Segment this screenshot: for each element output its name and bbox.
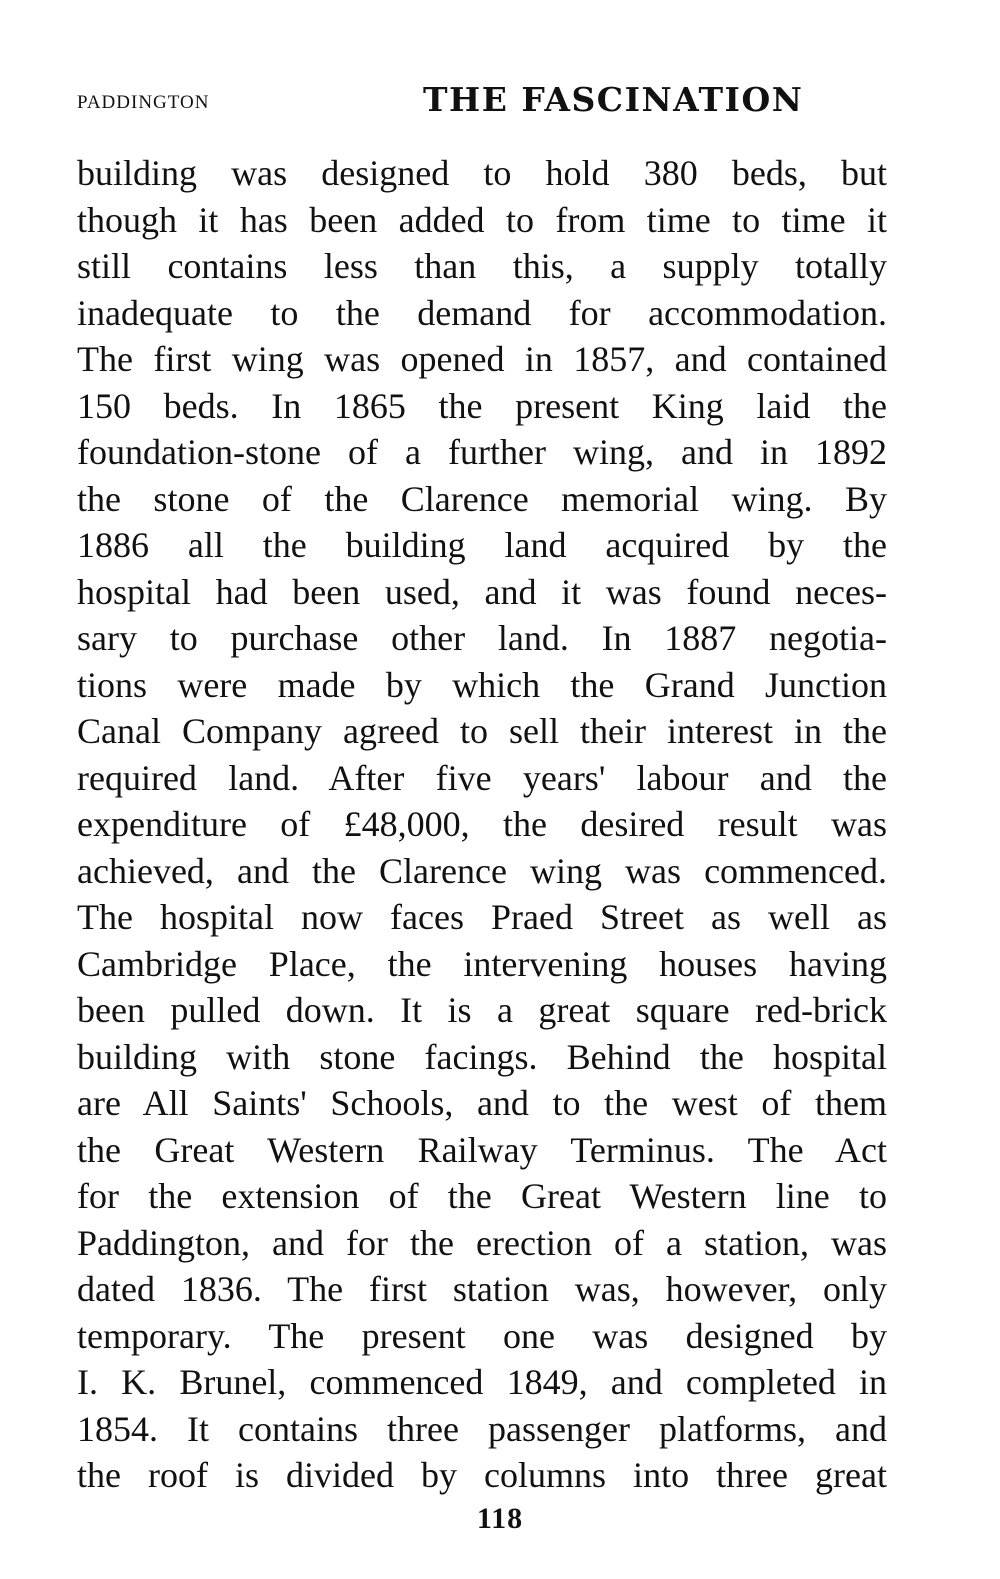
text-line: 1886 all the building land acquired by the [77,525,887,565]
text-line: achieved, and the Clarence wing was commenced. [77,850,887,891]
text-line: hospital had been used, and it was found neces- [77,571,887,612]
text-line: tions were made by which the Grand Junction [77,664,887,705]
text-line: though it has been added to from time to time it [77,199,887,240]
text-line: temporary. The present one was designed by [77,1315,887,1356]
text-line: are All Saints' Schools, and to the west of them [77,1083,887,1123]
text-line: required land. After five years' labour and the [77,757,887,798]
text-line: Cambridge Place, the intervening houses having [77,943,887,984]
text-line: expenditure of £48,000, the desired result was [77,804,887,844]
text-line: foundation-stone of a further wing, and in 1892 [77,432,887,472]
text-line: building was designed to hold 380 beds, but [77,153,887,193]
text-line: Canal Company agreed to sell their interest in the [77,711,887,751]
section-label: PADDINGTON [77,92,210,113]
text-line: for the extension of the Great Western line to [77,1176,887,1216]
text-line: Paddington, and for the erection of a station, was [77,1222,887,1263]
text-line: the Great Western Railway Terminus. The Act [77,1129,887,1170]
body-text [77,150,887,1499]
text-line: the stone of the Clarence memorial wing. By [77,478,887,519]
text-line: inadequate to the demand for accommodation. [77,292,887,333]
page-number: 118 [476,1502,524,1535]
text-line: The first wing was opened in 1857, and contained [77,339,887,379]
running-head [77,80,887,130]
text-line: 150 beds. In 1865 the present King laid the [77,385,887,426]
book-title: THE FASCINATION [423,80,804,119]
text-line: sary to purchase other land. In 1887 negotia- [77,618,887,658]
text-line: still contains less than this, a supply totally [77,246,887,286]
text-line: I. K. Brunel, commenced 1849, and completed in [77,1362,887,1402]
text-line: dated 1836. The first station was, however, only [77,1269,887,1309]
text-line: been pulled down. It is a great square red-brick [77,990,887,1030]
text-line: The hospital now faces Praed Street as well as [77,897,887,937]
text-line: the roof is divided by columns into three great [77,1455,887,1495]
text-line: 1854. It contains three passenger platforms, and [77,1408,887,1449]
text-line: building with stone facings. Behind the hospital [77,1036,887,1077]
